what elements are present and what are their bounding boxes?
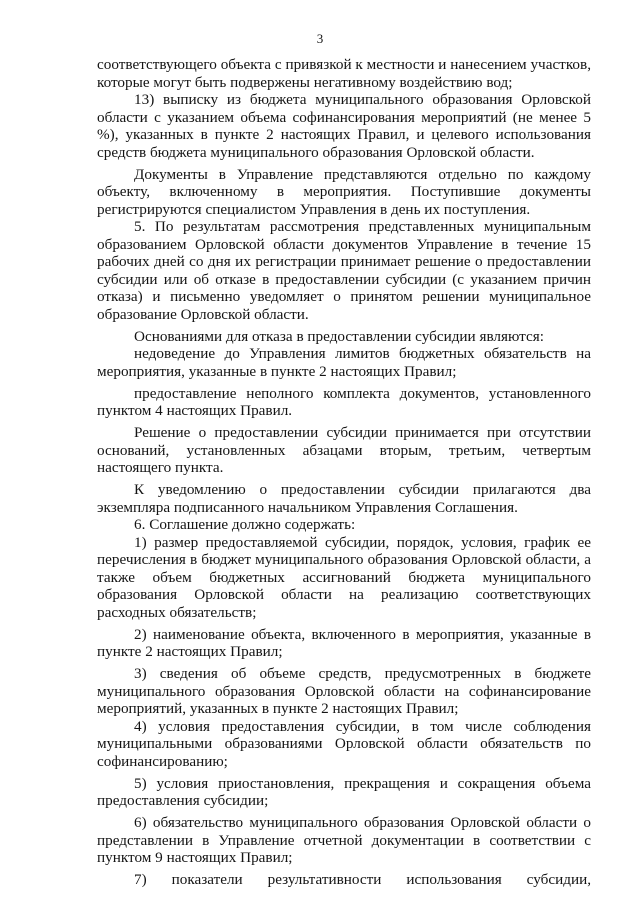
paragraph-13: 3) сведения об объеме средств, предусмотренных в бюджете муниципального образования Орловской области на софинансирование мероприятий, указанных в пункте 2 настоящих Правил; — [97, 665, 591, 717]
paragraph-2: 13) выписку из бюджета муниципального образования Орловской области с указанием объема софинансирования мероприятий (не менее 5 %), указанных в пункте 2 настоящих Правил, и целевого использования средств бюджета муниципального образования Орловской области. — [97, 91, 591, 161]
paragraph-3: Документы в Управление представляются отдельно по каждому объекту, включенному в мероприятия. Поступившие документы регистрируются специалистом Управления в день их поступления. — [97, 165, 591, 218]
paragraph-5: Основаниями для отказа в предоставлении субсидии являются: — [134, 327, 544, 345]
paragraph-8: Решение о предоставлении субсидии принимается при отсутствии оснований, установленных абзацами вторым, третьим, четвертым настоящего пункта. — [97, 424, 591, 476]
paragraph-9: К уведомлению о предоставлении субсидии прилагаются два экземпляра подписанного начальником Управления Соглашения. — [97, 481, 591, 516]
document-body — [97, 56, 591, 889]
paragraph-4: 5. По результатам рассмотрения представленных муниципальным образованием Орловской области документов Управление в течение 15 рабочих дней со дня их регистрации принимает решение о предоставлении субсидии или об отказе в предоставлении субсидии (с указанием причин отказа) и письменно уведомляет о принятом решении муниципальное образование Орловской области. — [97, 218, 591, 323]
paragraph-15: 5) условия приостановления, прекращения и сокращения объема предоставления субсидии; — [97, 774, 591, 809]
paragraph-1: соответствующего объекта с привязкой к местности и нанесением участков, которые могут быть подвержены негативному воздействию вод; — [97, 56, 591, 91]
paragraph-10: 6. Соглашение должно содержать: — [134, 516, 356, 533]
page-number: 3 — [316, 31, 324, 46]
paragraph-6: недоведение до Управления лимитов бюджетных обязательств на мероприятия, указанные в пункте 2 настоящих Правил; — [97, 345, 591, 380]
paragraph-11: 1) размер предоставляемой субсидии, порядок, условия, график ее перечисления в бюджет муниципального образования Орловской области, а также объем бюджетных ассигнований бюджета муниципального образования Орловской области на реализацию соответствующих расходных обязательств; — [97, 533, 591, 621]
paragraph-14: 4) условия предоставления субсидии, в том числе соблюдения муниципальными образованиями Орловской области обязательств по софинансированию; — [97, 717, 591, 770]
paragraph-7: предоставление неполного комплекта документов, установленного пунктом 4 настоящих Правил. — [97, 384, 591, 419]
paragraph-17: 7) показатели результативности использования субсидии, — [134, 871, 591, 888]
paragraph-12: 2) наименование объекта, включенного в мероприятия, указанные в пункте 2 настоящих Правил; — [97, 625, 591, 660]
paragraph-16: 6) обязательство муниципального образования Орловской области о представлении в Управление отчетной документации в соответствии с пунктом 9 настоящих Правил; — [97, 814, 591, 866]
